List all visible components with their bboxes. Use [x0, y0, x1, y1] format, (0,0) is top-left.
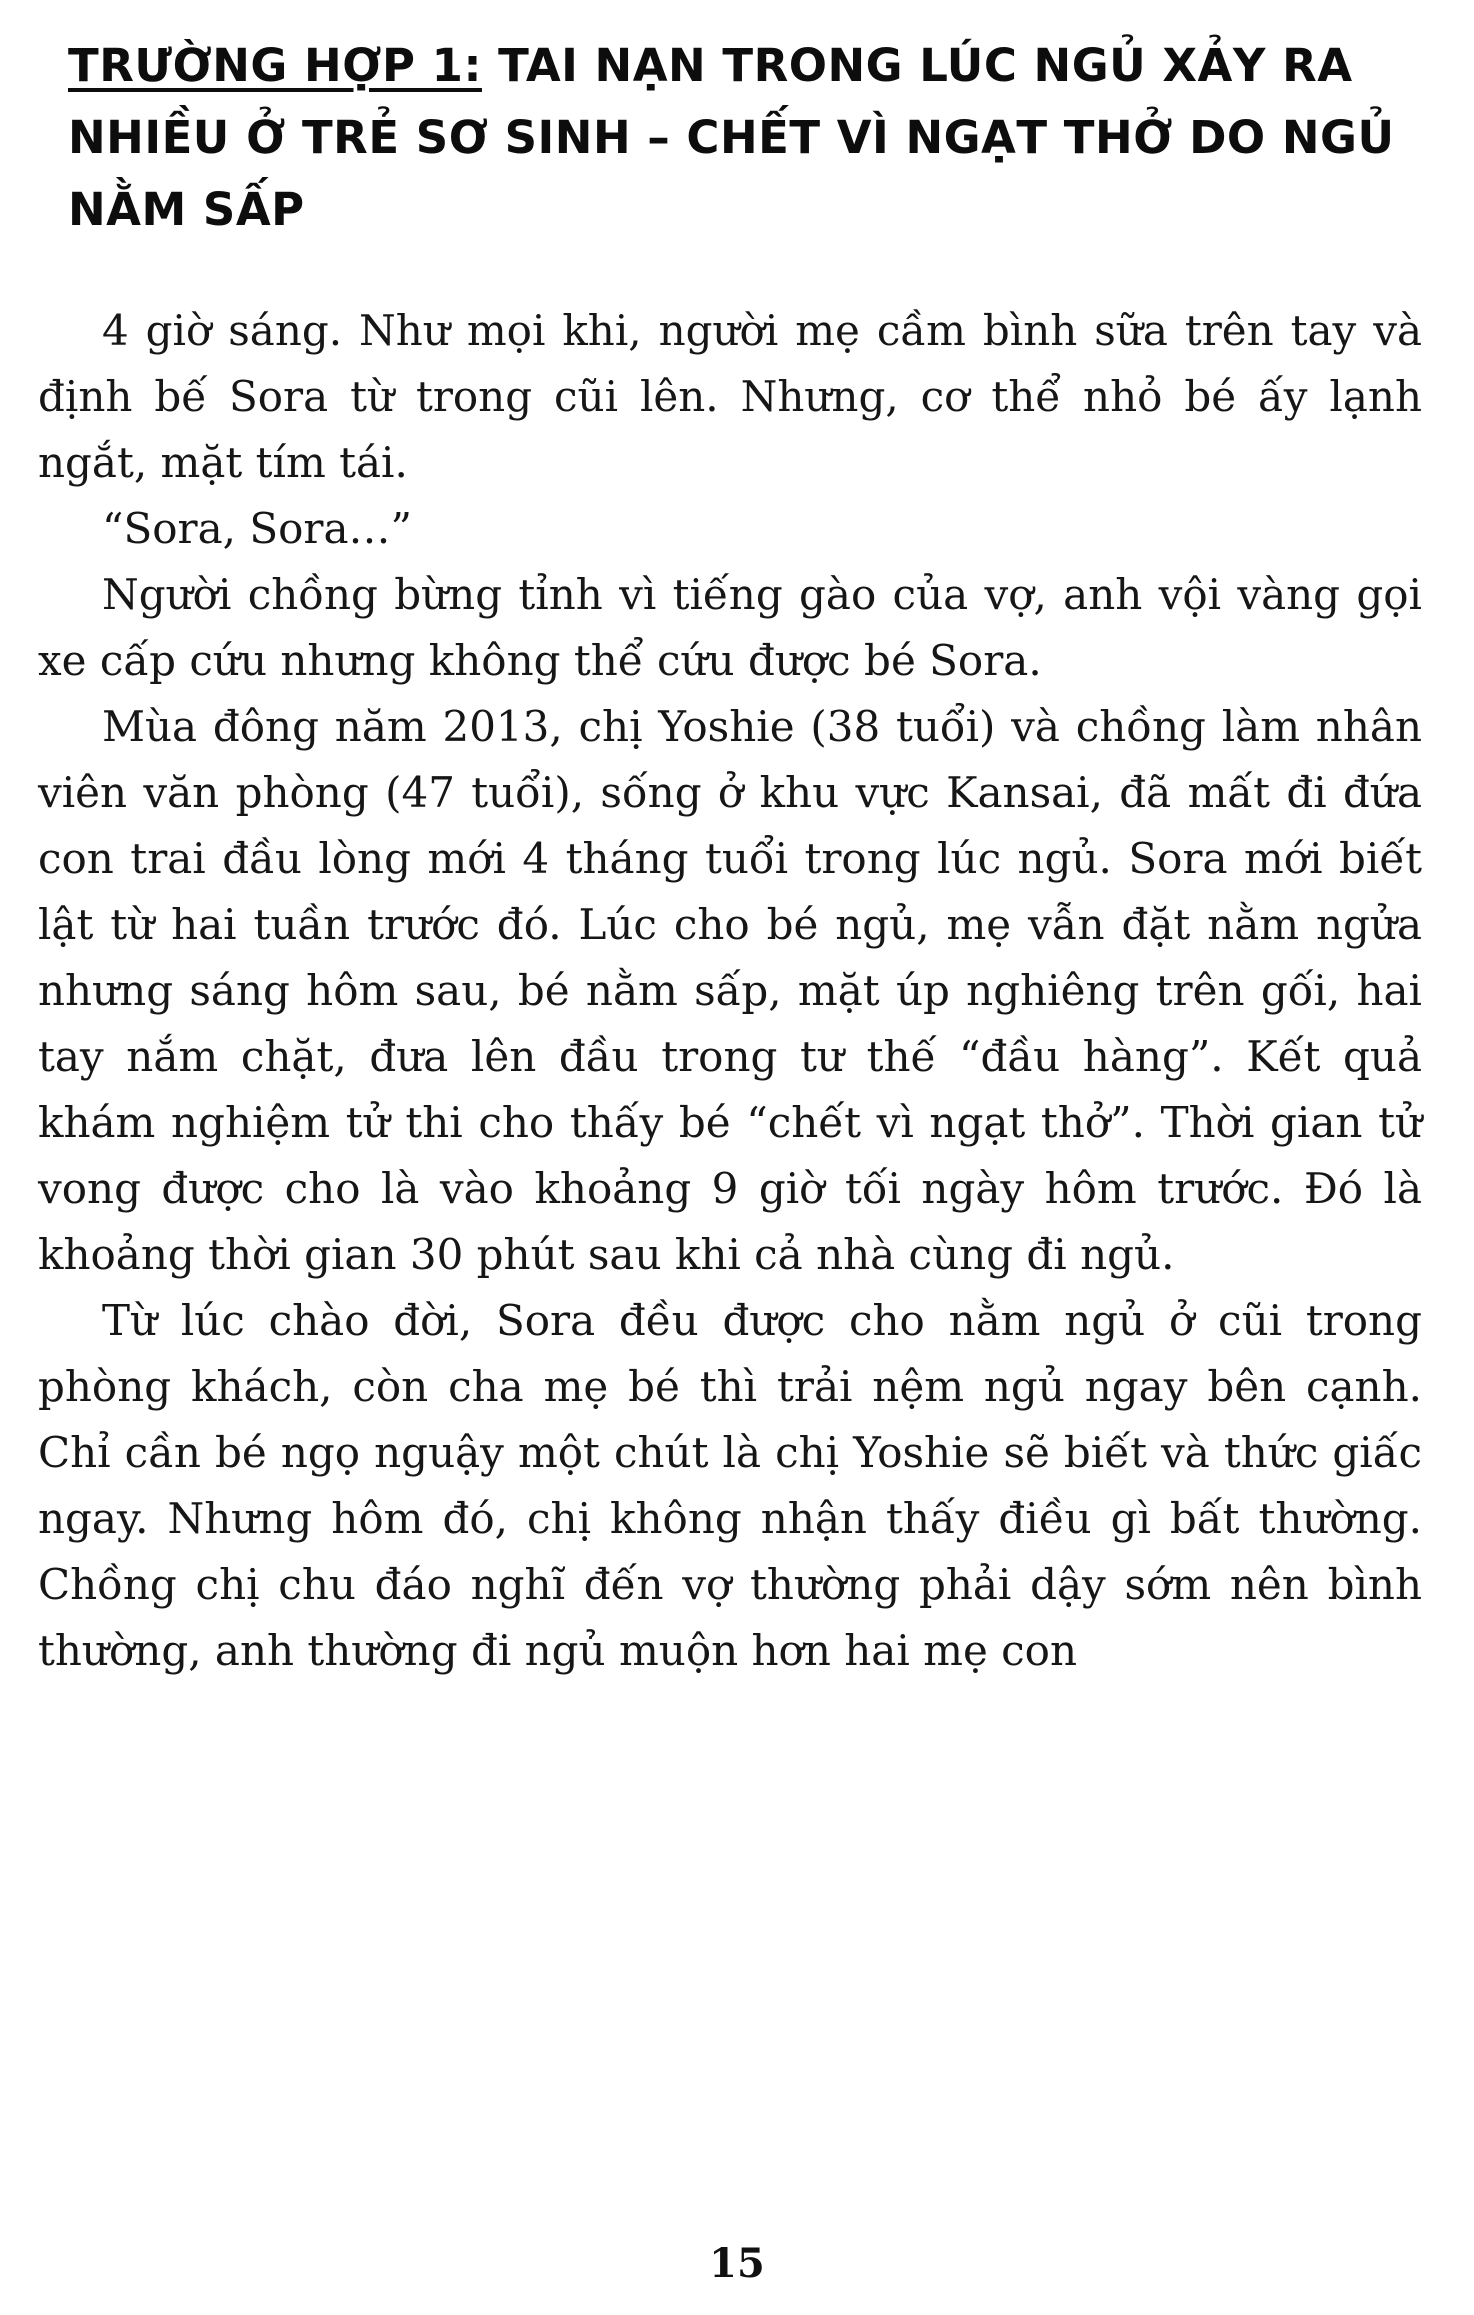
heading-rest: TAI NẠN TRONG LÚC NGỦ XẢY RA NHIỀU Ở TRẺ SƠ SINH – CHẾT VÌ NGẠT THỞ DO NGỦ NẰM SẤP [68, 39, 1395, 236]
paragraph: Người chồng bừng tỉnh vì tiếng gào của vợ, anh vội vàng gọi xe cấp cứu nhưng không thể cứu được bé Sora. [38, 570, 1422, 685]
page-number: 15 [709, 2240, 765, 2287]
paragraph: Mùa đông năm 2013, chị Yoshie (38 tuổi) và chồng làm nhân viên văn phòng (47 tuổi), sống ở khu vực Kansai, đã mất đi đứa con trai đầu lòng mới 4 tháng tuổi trong lúc ngủ. Sora mới biết lật từ hai tuần trước đó. Lúc cho bé ngủ, mẹ vẫn đặt nằm ngửa nhưng sáng hôm sau, bé nằm sấp, mặt úp nghiêng trên gối, hai tay nắm chặt, đưa lên đầu trong tư thế “đầu hàng”. Kết quả khám nghiệm tử thi cho thấy bé “chết vì ngạt thở”. Thời gian tử vong được cho là vào khoảng 9 giờ tối ngày hôm trước. Đó là khoảng thời gian 30 phút sau khi cả nhà cùng đi ngủ. [38, 702, 1422, 1279]
page-title [38, 30, 1422, 246]
paragraph: Từ lúc chào đời, Sora đều được cho nằm ngủ ở cũi trong phòng khách, còn cha mẹ bé thì trải nệm ngủ ngay bên cạnh. Chỉ cần bé ngọ nguậy một chút là chị Yoshie sẽ biết và thức giấc ngay. Nhưng hôm đó, chị không nhận thấy điều gì bất thường. Chồng chị chu đáo nghĩ đến vợ thường phải dậy sớm nên bình thường, anh thường đi ngủ muộn hơn hai mẹ con [38, 1296, 1422, 1675]
paragraph: 4 giờ sáng. Như mọi khi, người mẹ cầm bình sữa trên tay và định bế Sora từ trong cũi lên. Nhưng, cơ thể nhỏ bé ấy lạnh ngắt, mặt tím tái. [38, 306, 1422, 487]
heading-case-label: TRƯỜNG HỢP 1: [68, 39, 482, 92]
paragraph: “Sora, Sora…” [102, 504, 412, 553]
body-text [38, 298, 1422, 1684]
